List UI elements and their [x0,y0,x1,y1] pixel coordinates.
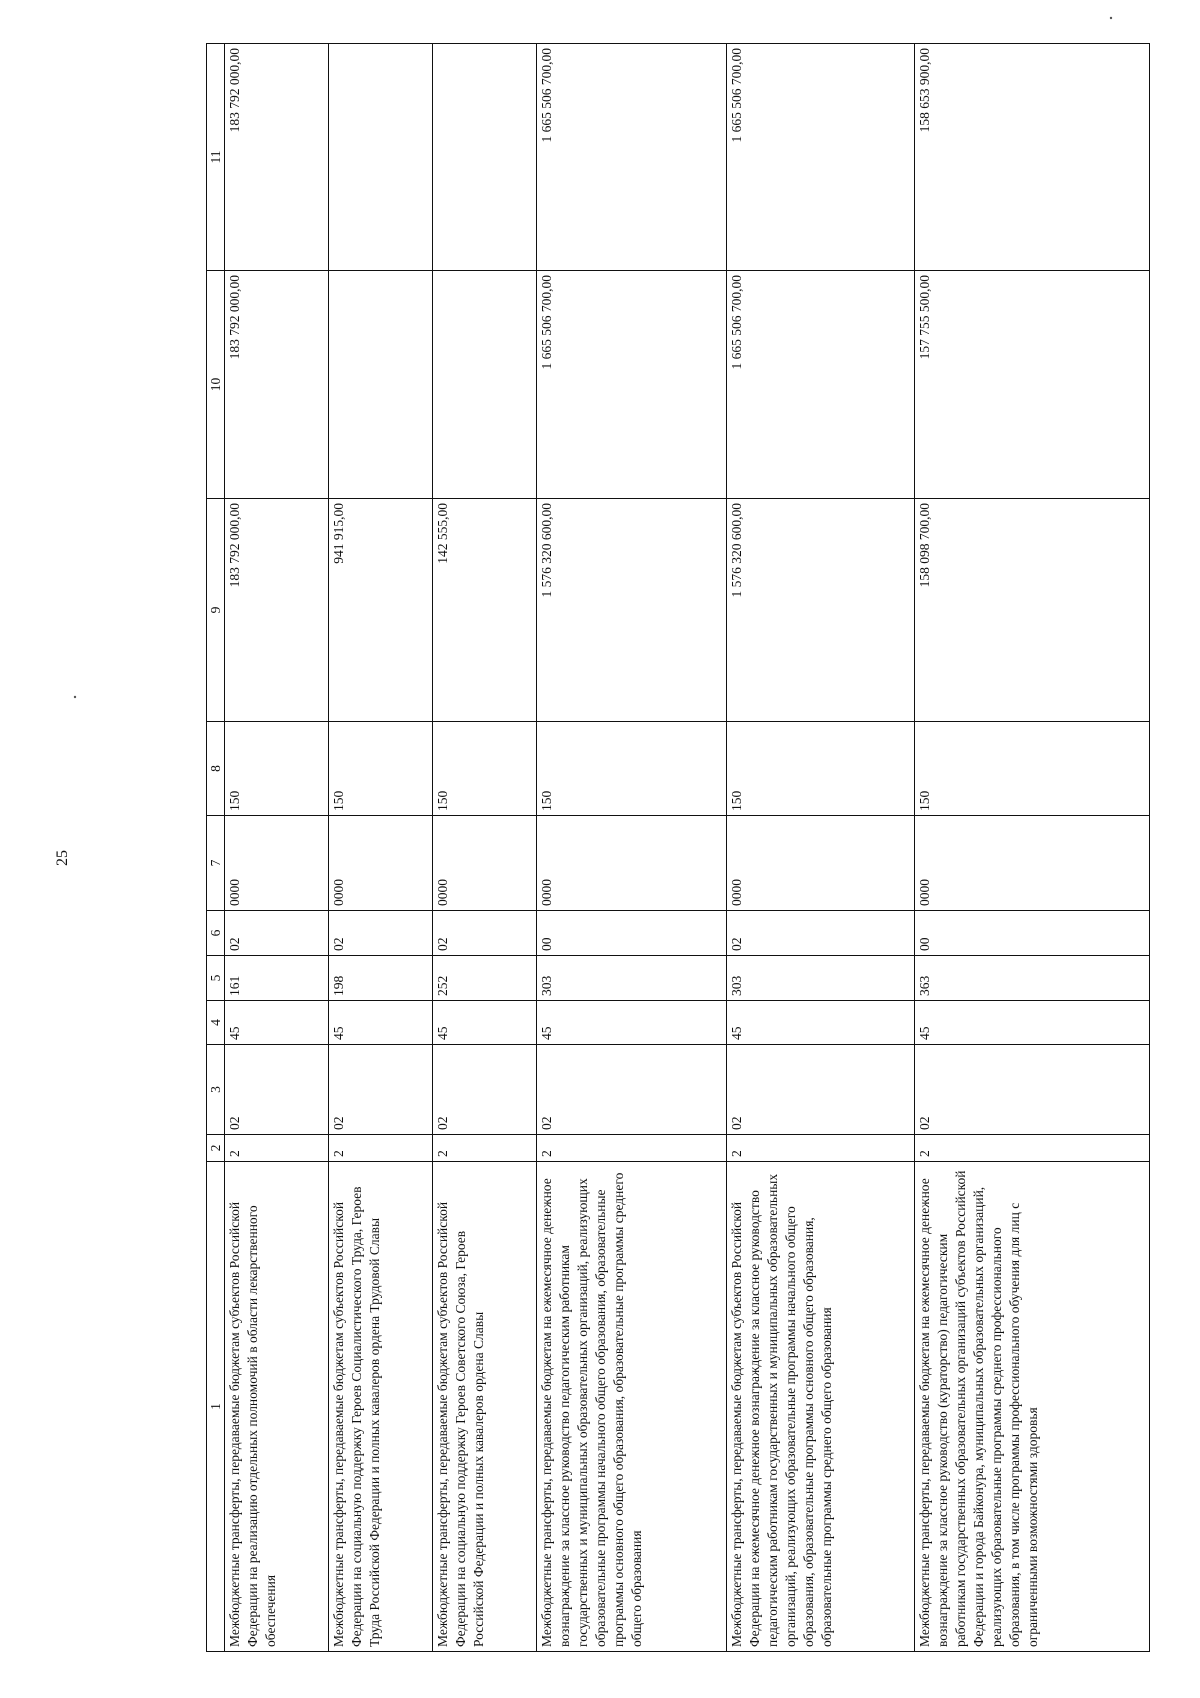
cell-col-8: 150 [915,722,1150,816]
cell-col-8: 150 [433,722,537,816]
cell-col-10: 183 792 000,00 [225,271,329,499]
column-header-2: 2 [207,1135,225,1162]
cell-col-2: 2 [433,1135,537,1162]
cell-col-5: 363 [915,956,1150,1001]
cell-col-2: 2 [915,1135,1150,1162]
table-row [433,44,537,1652]
column-header-4: 4 [207,1001,225,1045]
budget-table [206,43,1150,1652]
cell-col-8: 150 [329,722,433,816]
table-row [727,44,915,1652]
column-header-1: 1 [207,1162,225,1652]
cell-col-7: 0000 [329,816,433,911]
cell-col-9: 1 576 320 600,00 [727,499,915,722]
cell-col-9: 1 576 320 600,00 [537,499,727,722]
cell-col-5: 252 [433,956,537,1001]
cell-col-5: 303 [727,956,915,1001]
cell-col-7: 0000 [433,816,537,911]
cell-col-6: 02 [329,911,433,956]
row-name: Межбюджетные трансферты, передаваемые бюджетам субъектов Российской Федерации на социальную поддержку Героев Советского Союза, Героев Российской Федерации и полных кавалеров ордена Славы [433,1162,537,1652]
cell-col-4: 45 [433,1001,537,1045]
cell-col-10 [433,271,537,499]
column-header-6: 6 [207,911,225,956]
table-row [329,44,433,1652]
column-header-10: 10 [207,271,225,499]
table-row [225,44,329,1652]
cell-col-6: 00 [915,911,1150,956]
row-name: Межбюджетные трансферты, передаваемые бюджетам субъектов Российской Федерации на реализацию отдельных полномочий в области лекарственного обеспечения [225,1162,329,1652]
row-name: Межбюджетные трансферты, передаваемые бюджетам на ежемесячное денежное вознаграждение за классное руководство педагогическим работникам государственных и муниципальных образовательных организаций, реализующих образовательные программы начального общего образования, образовательные программы основного общего образования, образовательные программы среднего общего образования [537,1162,727,1652]
cell-col-8: 150 [537,722,727,816]
cell-col-7: 0000 [537,816,727,911]
row-name: Межбюджетные трансферты, передаваемые бюджетам субъектов Российской Федерации на социальную поддержку Героев Социалистического Труда, Героев Труда Российской Федерации и полных кавалеров ордена Трудовой Славы [329,1162,433,1652]
cell-col-11: 1 665 506 700,00 [727,44,915,271]
cell-col-4: 45 [329,1001,433,1045]
cell-col-8: 150 [225,722,329,816]
column-header-3: 3 [207,1045,225,1135]
cell-col-2: 2 [329,1135,433,1162]
cell-col-9: 183 792 000,00 [225,499,329,722]
column-header-11: 11 [207,44,225,271]
row-name: Межбюджетные трансферты, передаваемые бюджетам на ежемесячное денежное вознаграждение за классное руководство (кураторство) педагогическим работникам государственных образовательных организаций субъектов Российской Федерации и города Байконура, муниципальных образовательных организаций, реализующих образовательные программы среднего профессионального образования, в том числе программы профессионального обучения для лиц с ограниченными возможностями здоровья [915,1162,1150,1652]
header-row [207,44,225,1652]
column-header-9: 9 [207,499,225,722]
cell-col-2: 2 [225,1135,329,1162]
cell-col-3: 02 [727,1045,915,1135]
cell-col-9: 941 915,00 [329,499,433,722]
cell-col-9: 142 555,00 [433,499,537,722]
cell-col-11: 183 792 000,00 [225,44,329,271]
cell-col-4: 45 [727,1001,915,1045]
cell-col-8: 150 [727,722,915,816]
cell-col-2: 2 [537,1135,727,1162]
column-header-5: 5 [207,956,225,1001]
cell-col-3: 02 [329,1045,433,1135]
cell-col-7: 0000 [225,816,329,911]
cell-col-3: 02 [225,1045,329,1135]
cell-col-4: 45 [537,1001,727,1045]
cell-col-6: 02 [433,911,537,956]
cell-col-10: 1 665 506 700,00 [537,271,727,499]
page-number: 25 [54,850,71,866]
row-name: Межбюджетные трансферты, передаваемые бюджетам субъектов Российской Федерации на ежемесячное денежное вознаграждение за классное руководство педагогическим работникам государственных и муниципальных образовательных организаций, реализующих образовательные программы начального общего образования, образовательные программы основного общего образования, образовательные программы среднего общего образования [727,1162,915,1652]
cell-col-9: 158 098 700,00 [915,499,1150,722]
cell-col-3: 02 [915,1045,1150,1135]
cell-col-5: 198 [329,956,433,1001]
cell-col-3: 02 [537,1045,727,1135]
cell-col-4: 45 [225,1001,329,1045]
cell-col-6: 02 [727,911,915,956]
budget-table-container [206,44,1040,1652]
cell-col-7: 0000 [915,816,1150,911]
table-row [915,44,1150,1652]
cell-col-2: 2 [727,1135,915,1162]
cell-col-6: 02 [225,911,329,956]
cell-col-10: 157 755 500,00 [915,271,1150,499]
cell-col-7: 0000 [727,816,915,911]
cell-col-11 [433,44,537,271]
cell-col-4: 45 [915,1001,1150,1045]
column-header-7: 7 [207,816,225,911]
cell-col-3: 02 [433,1045,537,1135]
cell-col-5: 161 [225,956,329,1001]
cell-col-11 [329,44,433,271]
column-header-8: 8 [207,722,225,816]
cell-col-11: 1 665 506 700,00 [537,44,727,271]
cell-col-10: 1 665 506 700,00 [727,271,915,499]
cell-col-6: 00 [537,911,727,956]
table-row [537,44,727,1652]
cell-col-10 [329,271,433,499]
cell-col-5: 303 [537,956,727,1001]
cell-col-11: 158 653 900,00 [915,44,1150,271]
